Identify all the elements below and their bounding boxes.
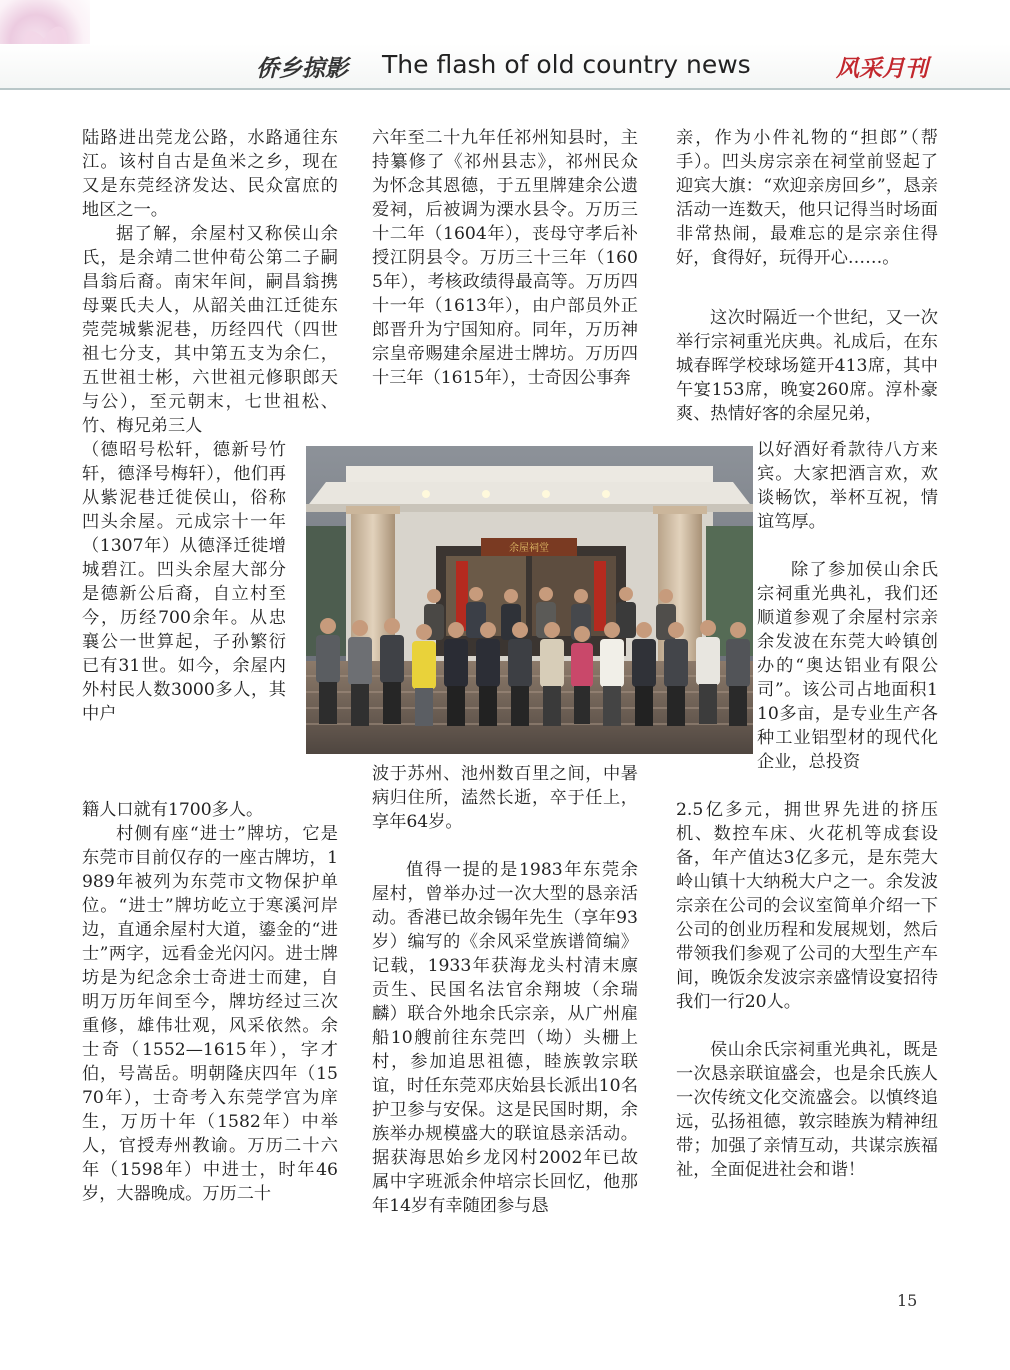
middle-paragraph-1: 六年至二十九年任祁州知县时，主持纂修了《祁州县志》，祁州民众为怀念其恩德，于五里牌建余公遗爱祠，后被调为溧水县令。万历三十二年（1604年），丧母守孝后补授江阴县令。万历三十三年（1605年），考核政绩得最高等。万历四十一年（1613年），由户部员外正郎晋升为宁国知府。同年，万历神宗皇帝赐建余屋进士牌坊。万历四十三年（1615年），士奇因公事奔: [372, 128, 638, 388]
middle-paragraph-2: 波于苏州、池州数百里之间，中暑病归住所，溘然长逝，卒于任上，享年64岁。: [372, 764, 638, 832]
section-title-cn: 侨乡掠影: [256, 55, 348, 82]
right-paragraph-3: 以好酒好肴款待八方来宾。大家把酒言欢，欢谈畅饮，举杯互祝，情谊笃厚。: [757, 440, 938, 532]
right-paragraph-5: 2.5亿多元，拥世界先进的挤压机、数控车床、火花机等成套设备，年产值达3亿多元，是东莞大岭山镇十大纳税大户之一。余发波宗亲在公司的会议室简单介绍一下公司的创业历程和发展规划，然后带领我们参观了公司的大型生产车间，晚饭余发波宗亲盛情设宴招待我们一行20人。: [676, 800, 938, 1012]
right-paragraph-4: 除了参加侯山余氏宗祠重光典礼，我们还顺道参观了余屋村宗亲余发波在东莞大岭镇创办的“奥达铝业有限公司”。该公司占地面积110多亩，是专业生产各种工业铝型材的现代化企业，总投资: [757, 560, 938, 772]
page-number: 15: [897, 1291, 918, 1310]
left-paragraph-5: 村侧有座“进士”牌坊，它是东莞市目前仅存的一座古牌坊，1989年被列为东莞市文物保护单位。“进士”牌坊屹立于寒溪河岸边，直通余屋村大道，鎏金的“进士”两字，远看金光闪闪。进士牌坊是为纪念余士奇进士而建，自明万历年间至今，牌坊经过三次重修，雄伟壮观，风采依然。余士奇（1552—1615年），字才伯，号嵩岳。明朝隆庆四年（1570年），士奇考入东莞学宫为庠生，万历十年（1582年）中举人，官授寿州教谕。万历二十六年（1598年）中进士，时年46岁，大器晚成。万历二十: [82, 824, 338, 1204]
left-paragraph-1: 陆路进出莞龙公路，水路通往东江。该村自古是鱼米之乡，现在又是东莞经济发达、民众富庶的地区之一。: [82, 128, 338, 220]
magazine-title: 风采月刊: [836, 55, 928, 82]
left-paragraph-2: 据了解，余屋村又称侯山余氏，是余靖二世仲荀公第二子嗣昌翁后裔。南宋年间，嗣昌翁携母粟氏夫人，从韶关曲江迁徙东莞莞城紫泥巷，历经四代（四世祖七分支，其中第五支为余仁，五世祖士彬，六世祖元修职郎天与公），至元朝末，七世祖松、竹、梅兄弟三人: [82, 224, 338, 436]
group-photo: [306, 446, 753, 754]
section-title-en: The flash of old country news: [382, 50, 751, 79]
left-paragraph-3: （德昭号松轩，德新号竹轩，德泽号梅轩），他们再从紫泥巷迁徙侯山，俗称凹头余屋。元成宗十一年（1307年）从德泽迁徙增城碧江。凹头余屋大部分是德新公后裔，自立村至今，历经700余年。从忠襄公一世算起，子孙繁衍已有31世。如今，余屋内外村民人数3000多人，其中户: [82, 440, 286, 724]
right-paragraph-6: 侯山余氏宗祠重光典礼，既是一次恳亲联谊盛会，也是余氏族人一次传统文化交流盛会。以慎终追远，弘扬祖德，敦宗睦族为精神纽带；加强了亲情互动，共谋宗族福祉，全面促进社会和谐！: [676, 1040, 938, 1180]
middle-paragraph-3: 值得一提的是1983年东莞余屋村，曾举办过一次大型的恳亲活动。香港已故余锡年先生（享年93岁）编写的《余风采堂族谱简编》记载，1933年获海龙头村清末廪贡生、民国名法官余翔坡（余瑞麟）联合外地余氏宗亲，从广州雇船10艘前往东莞凹（坳）头栅上村，参加追思祖德，睦族敦宗联谊，时任东莞邓庆始县长派出10名护卫参与安保。这是民国时期，余族举办规模盛大的联谊恳亲活动。据获海思始乡龙冈村2002年已故属中字班派余仲培宗长回忆，他那年14岁有幸随团参与恳: [372, 860, 638, 1216]
right-paragraph-1: 亲，作为小件礼物的“担郎”（帮手）。凹头房宗亲在祠堂前竖起了迎宾大旗：“欢迎亲房回乡”，恳亲活动一连数天，他只记得当时场面非常热闹，最难忘的是宗亲住得好，食得好，玩得开心……。: [676, 128, 938, 268]
left-paragraph-4: 籍人口就有1700多人。: [82, 800, 264, 820]
right-paragraph-2: 这次时隔近一个世纪，又一次举行宗祠重光庆典。礼成后，在东城春晖学校球场筵开413席，其中午宴153席，晚宴260席。淳朴豪爽、热情好客的余屋兄弟，: [676, 308, 938, 424]
plaque-text: 余屋祠堂: [509, 543, 549, 554]
